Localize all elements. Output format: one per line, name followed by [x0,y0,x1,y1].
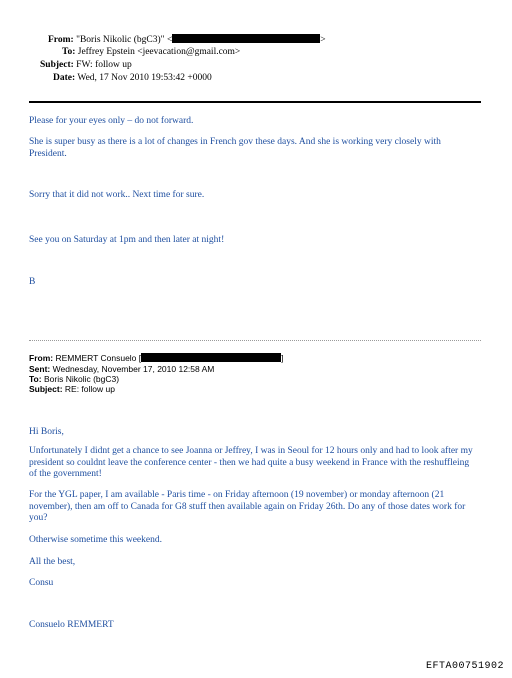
to2-value: Boris Nikolic (bgC3) [43,374,120,384]
body1-p2: She is super busy as there is a lot of changes in French gov these days. And she is working very closely with President. [29,137,441,159]
header-date-row [53,73,212,84]
redaction-bar [172,34,320,43]
quote-divider [29,340,481,341]
body1-signature: B [29,277,36,287]
sent-label: Sent: [29,364,51,374]
from-label: From: [48,35,74,45]
header2-from-row [29,353,284,363]
body2-signature-short: Consu [29,578,54,588]
body1-p4: See you on Saturday at 1pm and then later at night! [29,235,225,245]
body2-closing: All the best, [29,557,76,567]
body1-p3: Sorry that it did not work.. Next time for sure. [29,190,205,200]
document-id: EFTA00751902 [425,661,504,672]
body2-signature-full: Consuelo REMMERT [29,620,114,630]
body2-p2: Unfortunately I didnt get a chance to see Joanna or Jeffrey, I was in Seoul for 12 hours only and had to look after my president so couldnt leave the conference center - then we had quite a busy weekend in France with the reshuffleing of the government! [29,446,473,479]
to2-label: To: [29,374,42,384]
subject2-value: RE: follow up [64,384,115,394]
subject-value: FW: follow up [76,60,132,70]
from2-tail: ] [281,353,284,363]
header2-subject-row [29,384,115,394]
from2-label: From: [29,353,54,363]
body2-p4: Otherwise sometime this weekend. [29,535,162,545]
to-label: To: [62,47,76,57]
header-subject-row [40,60,132,71]
subject2-label: Subject: [29,384,63,394]
header-from-row [48,34,326,46]
body2-greeting: Hi Boris, [29,427,64,437]
header2-sent-row [29,364,214,374]
header-to-row [62,47,240,58]
from-value: "Boris Nikolic (bgC3)" < [76,35,173,45]
date-label: Date: [53,73,76,83]
header-divider [29,101,481,103]
body1-p1: Please for your eyes only – do not forward. [29,116,194,126]
header2-to-row [29,374,119,384]
redaction-bar-2 [141,353,284,363]
sent-value: Wednesday, November 17, 2010 12:58 AM [52,364,215,374]
body2-p3: For the YGL paper, I am available - Paris time - on Friday afternoon (19 november) or monday afternoon (21 november), then am off to Canada for G8 stuff then available again on Friday 26th. Do any of those dates work for you? [29,490,466,523]
subject-label: Subject: [40,60,74,70]
date-value: Wed, 17 Nov 2010 19:53:42 +0000 [77,73,212,83]
to-value: Jeffrey Epstein <jeevacation@gmail.com> [77,47,241,57]
from-tail: > [320,35,326,45]
from2-value: REMMERT Consuelo [ [55,353,142,363]
